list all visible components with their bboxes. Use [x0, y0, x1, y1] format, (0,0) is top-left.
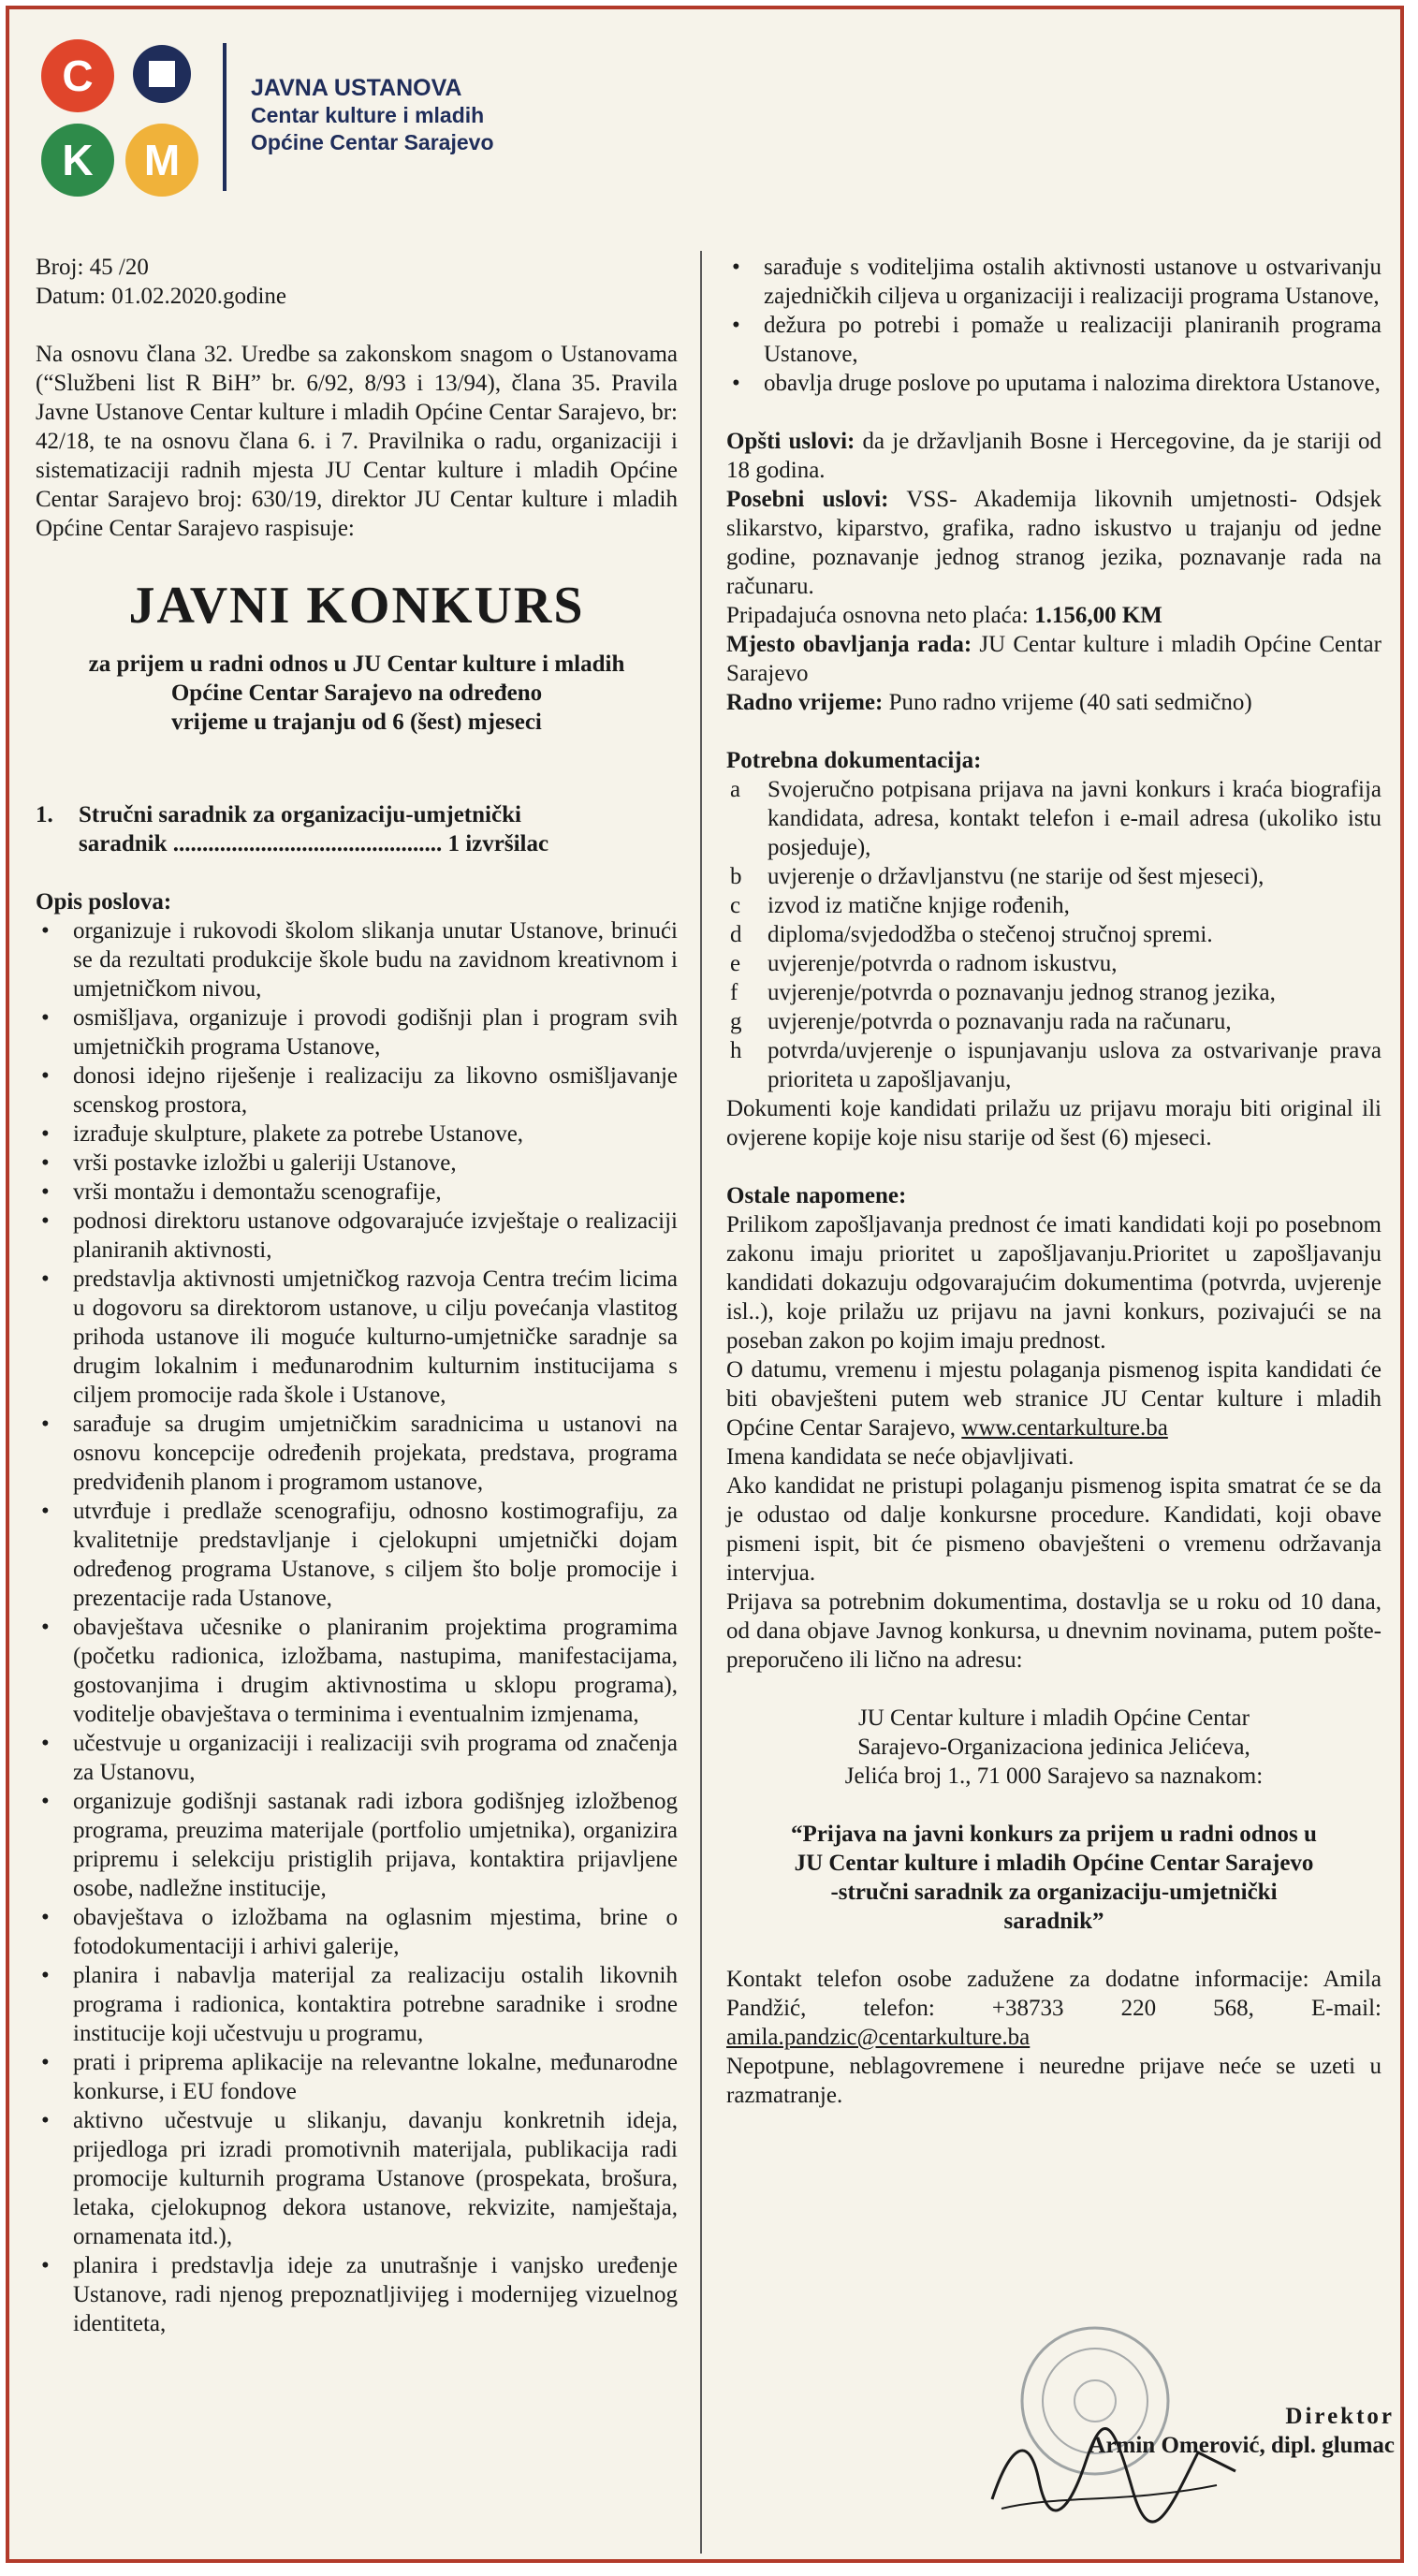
position-title: 1. Stručni saradnik za organizaciju-umjetnički saradnik .............................................. 1 izvršilac [36, 802, 549, 856]
item-text: podnosi direktoru ustanove odgovarajuće izvještaje o realizaciji planiranih aktivnosti, [73, 1208, 678, 1263]
document-item [726, 775, 1381, 862]
work-place: Mjesto obavljanja rada: JU Centar kulture i mladih Općine Centar Sarajevo [726, 632, 1381, 686]
header-divider [223, 43, 227, 191]
bullet-icon: • [41, 2108, 50, 2133]
duties-list [36, 916, 678, 2338]
item-text: prati i priprema aplikacije na relevantne lokalne, međunarodne konkurse, i EU fondove [73, 2050, 678, 2104]
item-text: uvjerenje/potvrda o poznavanju jednog stranog jezika, [767, 980, 1276, 1005]
item-text: obavještava o izložbama na oglasnim mjestima, brine o fotodokumentaciji i arhivi galerije, [73, 1905, 678, 1959]
item-letter: d [730, 922, 742, 947]
bullet-icon: • [732, 255, 740, 280]
item-text: potvrda/uvjerenje o ispunjavanju uslova za ostvarivanje prava prioriteta u zapošljavanju, [767, 1038, 1381, 1092]
notes-procedure: Ako kandidat ne pristupi polaganju pismenog ispita smatrat će se da je odustao od dalje konkursne procedure. Kandidati, koji obave pismeni ispit, bit će pismeno obavješteni o vremenu održavanja intervjua. [726, 1473, 1381, 1586]
item-text: utvrđuje i predlaže scenografiju, odnosno kostimografiju, za kvalitetnije predstavljanje i cjelokupni umjetnički dojam određenog programa Ustanove, s ciljem što bolje promocije i prezentacije rada Ustanove, [73, 1499, 678, 1611]
bullet-icon: • [41, 1179, 50, 1205]
item-text: donosi idejno riješenje i realizaciju za likovno osmišljavanje scenskog prostora, [73, 1063, 678, 1118]
bullet-icon: • [41, 1121, 50, 1147]
bullet-icon: • [41, 1731, 50, 1756]
duty-item [36, 1729, 678, 1787]
document-item [726, 1007, 1381, 1036]
item-letter: b [730, 864, 742, 889]
delivery-address: JU Centar kulture i mladih Općine Centar Sarajevo-Organizaciona jedinica Jelićeva, Jelića broj 1., 71 000 Sarajevo sa naznakom: [844, 1705, 1264, 1789]
director-signature-block [983, 2402, 1395, 2460]
logo-k-circle: K [41, 124, 114, 197]
logo-m-circle: M [125, 124, 198, 197]
item-text: planira i nabavlja materijal za realizaciju ostalih likovnih programa i radionica, kontaktira potrebne saradnike i srodne institucije koji učestvuju u programu, [73, 1963, 678, 2046]
item-text: vrši postavke izložbi u galeriji Ustanove, [73, 1150, 457, 1176]
item-text: organizuje i rukovodi školom slikanja unutar Ustanove, brinući se da rezultati produkcije škole budu na zavidnom kreativnom i umjetničkom nivou, [73, 918, 678, 1002]
item-text: obavještava učesnike o planiranim projektima programima (početku radionica, izložbama, nastupima, manifestacijama, gostovanjima i drugim aktivnostima u sklopu programa), voditelje obavještava o terminima i eventualnim izmjenama, [73, 1615, 678, 1727]
notes-exam: O datumu, vremenu i mjestu polaganja pismenog ispita kandidati će biti obavješteni putem web stranice JU Centar kulture i mladih Općine Centar Sarajevo, www.centarkulture.ba [726, 1357, 1381, 1441]
item-text: uvjerenje/potvrda o poznavanju rada na računaru, [767, 1009, 1232, 1034]
item-text: uvjerenje o državljanstvu (ne starije od šest mjeseci), [767, 864, 1265, 889]
document-item [726, 1036, 1381, 1094]
duty-item [36, 2106, 678, 2251]
item-text: učestvuje u organizaciji i realizaciji svih programa od značenja za Ustanovu, [73, 1731, 678, 1785]
duty-item [36, 1061, 678, 1120]
bullet-icon: • [41, 1266, 50, 1292]
duty-item [726, 311, 1381, 369]
duty-item [36, 1903, 678, 1961]
duty-item [36, 916, 678, 1003]
director-name: Armin Omerović, dipl. glumac [1089, 2433, 1395, 2458]
bullet-icon: • [41, 1789, 50, 1814]
bullet-icon: • [41, 1963, 50, 1988]
contact-info: Kontakt telefon osobe zadužene za dodatne informacije: Amila Pandžić, telefon: +38733 220 568, E-mail: amila.pandzic@centarkulture.ba [726, 1967, 1381, 2050]
item-text: uvjerenje/potvrda o radnom iskustvu, [767, 951, 1118, 976]
item-letter: a [730, 777, 741, 802]
item-text: sarađuje sa drugim umjetničkim saradnicima u ustanovi na osnovu koncepcije određenih projekata, predstava, programa predviđenih planom i programom ustanove, [73, 1412, 678, 1495]
duty-item [36, 1497, 678, 1613]
bullet-icon: • [732, 313, 740, 338]
bullet-icon: • [732, 371, 740, 396]
duty-item [36, 1149, 678, 1178]
item-text: organizuje godišnji sastanak radi izbora godišnjeg izložbenog programa, preuzima materijale (portfolio umjetnika), organizira pripremu i selekciju pristiglih prijava, kontaktira prijavljene osobe, nadležne institucije, [73, 1789, 678, 1901]
duty-item [36, 1961, 678, 2048]
duty-item [36, 1207, 678, 1265]
duty-item [36, 1120, 678, 1149]
item-text: predstavlja aktivnosti umjetničkog razvoja Centra trećim licima u dogovoru sa direktorom ustanove, u cilju povećanja vlastitog prihoda ustanove ili moguće kulturno-umjetničke saradnje sa drugim lokalnim i međunarodnim kulturnim institucijama s ciljem promocije rada škole i Ustanove, [73, 1266, 678, 1408]
bullet-icon: • [41, 1499, 50, 1524]
duty-item [36, 1613, 678, 1729]
duty-item [36, 1410, 678, 1497]
organization-name: JAVNA USTANOVA Centar kulture i mladih Općine Centar Sarajevo [251, 75, 494, 154]
notes-heading: Ostale napomene: [726, 1183, 907, 1208]
duty-item [36, 1178, 678, 1207]
notes-names: Imena kandidata se neće objavljivati. [726, 1444, 1074, 1470]
item-text: sarađuje s voditeljima ostalih aktivnosti ustanove u ostvarivanju zajedničkih ciljeva u organizaciji i realizaciji programa Ustanove, [764, 255, 1381, 309]
item-text: osmišljava, organizuje i provodi godišnji plan i program svih umjetničkih programa Ustanove, [73, 1005, 678, 1060]
notes-priority: Prilikom zapošljavanja prednost će imati kandidati koji po posebnom zakonu imaju prioritet u zapošljavanju.Prioritet u zapošljavanju kandidati dokazuju odgovarajućim dokumentima (potvrda, uvjerenje isl..), koje prilažu uz prijavu na javni konkurs, pozivajući se na poseban zakon po kojim imaju prednost. [726, 1212, 1381, 1354]
bullet-icon: • [41, 1063, 50, 1089]
duty-item [36, 2048, 678, 2106]
website-link[interactable]: www.centarkulture.ba [961, 1415, 1168, 1441]
duty-item [36, 1265, 678, 1410]
item-text: planira i predstavlja ideje za unutrašnje i vanjsko uređenje Ustanove, radi njenog prepoznatljivijeg i modernijeg vizuelnog identiteta, [73, 2253, 678, 2336]
bullet-icon: • [41, 918, 50, 944]
document-item [726, 862, 1381, 891]
document-item [726, 978, 1381, 1007]
left-column [36, 253, 678, 2338]
contact-email-link[interactable]: amila.pandzic@centarkulture.ba [726, 2025, 1031, 2050]
working-hours: Radno vrijeme: Puno radno vrijeme (40 sati sedmično) [726, 690, 1252, 715]
general-conditions: Opšti uslovi: da je državljanih Bosne i Hercegovine, da je stariji od 18 godina. [726, 429, 1381, 483]
item-text: Svojeručno potpisana prijava na javni konkurs i kraća biografija kandidata, adresa, kontakt telefon i e-mail adresa (ukoliko istu posjeduje), [767, 777, 1381, 860]
page-title: JAVNI KONKURS [128, 577, 585, 635]
item-letter: h [730, 1038, 742, 1063]
duties-heading: Opis poslova: [36, 889, 172, 915]
documents-list [726, 775, 1381, 1094]
special-conditions: Posebni uslovi: VSS- Akademija likovnih umjetnosti- Odsjek slikarstvo, kiparstvo, grafika, radno iskustvo u trajanju od jedne godine, poznavanje jednog stranog jezika, poznavanje rada na računaru. [726, 487, 1382, 599]
item-letter: f [730, 980, 738, 1005]
duty-item [36, 2251, 678, 2338]
intro-paragraph: Na osnovu člana 32. Uredbe sa zakonskom snagom o Ustanovama (“Službeni list R BiH” br. 6/92, 8/93 i 13/94), člana 35. Pravila Javne Ustanove Centar kulture i mladih Općine Centar Sarajevo, br: 42/18, te na osnovu člana 6. i 7. Pravilnika o radu, organizaciji i sistematizaciji radnih mjesta JU Centar kulture i mladih Općine Centar Sarajevo broj: 630/19, direktor JU Centar kulture i mladih Općine Centar Sarajevo raspisuje: [36, 342, 678, 541]
item-letter: c [730, 893, 741, 918]
notes-submission: Prijava sa potrebnim dokumentima, dostavlja se u roku od 10 dana, od dana objave Javnog konkursa, u dnevnim novinama, putem pošte-preporučeno ili lično na adresu: [726, 1589, 1381, 1673]
bullet-icon: • [41, 2050, 50, 2075]
document-item [726, 891, 1381, 920]
bullet-icon: • [41, 2253, 50, 2278]
envelope-label: “Prijava na javni konkurs za prijem u radni odnos u JU Centar kulture i mladih Općine Centar Sarajevo -stručni saradnik za organizaciju-umjetnički saradnik” [791, 1822, 1317, 1934]
logo-c-circle: C [41, 39, 114, 112]
bullet-icon: • [41, 1412, 50, 1437]
item-text: aktivno učestvuje u slikanju, davanju konkretnih ideja, prijedloga pri izradi promotivnih materijala, publikacija radi promocije kulturnih programa Ustanove (prospekata, brošura, letaka, cjelokupnog dekora ustanove, rekvizite, namještaja, ornamenata itd.), [73, 2108, 678, 2249]
documents-note: Dokumenti koje kandidati prilažu uz prijavu moraju biti original ili ovjerene kopije koje nisu starije od šest (6) mjeseci. [726, 1096, 1381, 1150]
documents-heading: Potrebna dokumentacija: [726, 748, 982, 773]
document-date: Datum: 01.02.2020.godine [36, 284, 287, 309]
item-letter: e [730, 951, 741, 976]
announcement-page [6, 6, 1404, 2563]
item-text: obavlja druge poslove po uputama i nalozima direktora Ustanove, [764, 371, 1381, 396]
duty-item [36, 1787, 678, 1903]
logo-square-icon [133, 45, 191, 103]
duty-item [36, 1003, 678, 1061]
item-text: izrađuje skulpture, plakete za potrebe Ustanove, [73, 1121, 524, 1147]
bullet-icon: • [41, 1615, 50, 1640]
director-title: Direktor [1285, 2404, 1395, 2429]
item-text: vrši montažu i demontažu scenografije, [73, 1179, 442, 1205]
column-divider [700, 251, 702, 2554]
duties-list-continued [726, 253, 1381, 398]
item-letter: g [730, 1009, 742, 1034]
item-text: dežura po potrebi i pomaže u realizaciji planiranih programa Ustanove, [764, 313, 1381, 367]
bullet-icon: • [41, 1005, 50, 1031]
right-column [726, 253, 1381, 2110]
closing-note: Nepotpune, neblagovremene i neuredne prijave neće se uzeti u razmatranje. [726, 2054, 1381, 2108]
document-item [726, 920, 1381, 949]
document-item [726, 949, 1381, 978]
salary: Pripadajuća osnovna neto plaća: 1.156,00 KM [726, 603, 1162, 628]
bullet-icon: • [41, 1208, 50, 1234]
item-text: izvod iz matične knjige rođenih, [767, 893, 1070, 918]
duty-item [726, 369, 1381, 398]
organization-logo [32, 37, 219, 197]
reference-number: Broj: 45 /20 [36, 255, 149, 280]
duty-item [726, 253, 1381, 311]
subtitle: za prijem u radni odnos u JU Centar kulture i mladih Općine Centar Sarajevo na određeno vrijeme u trajanju od 6 (šest) mjeseci [88, 651, 625, 735]
bullet-icon: • [41, 1150, 50, 1176]
bullet-icon: • [41, 1905, 50, 1930]
item-text: diploma/svjedodžba o stečenoj stručnoj spremi. [767, 922, 1213, 947]
